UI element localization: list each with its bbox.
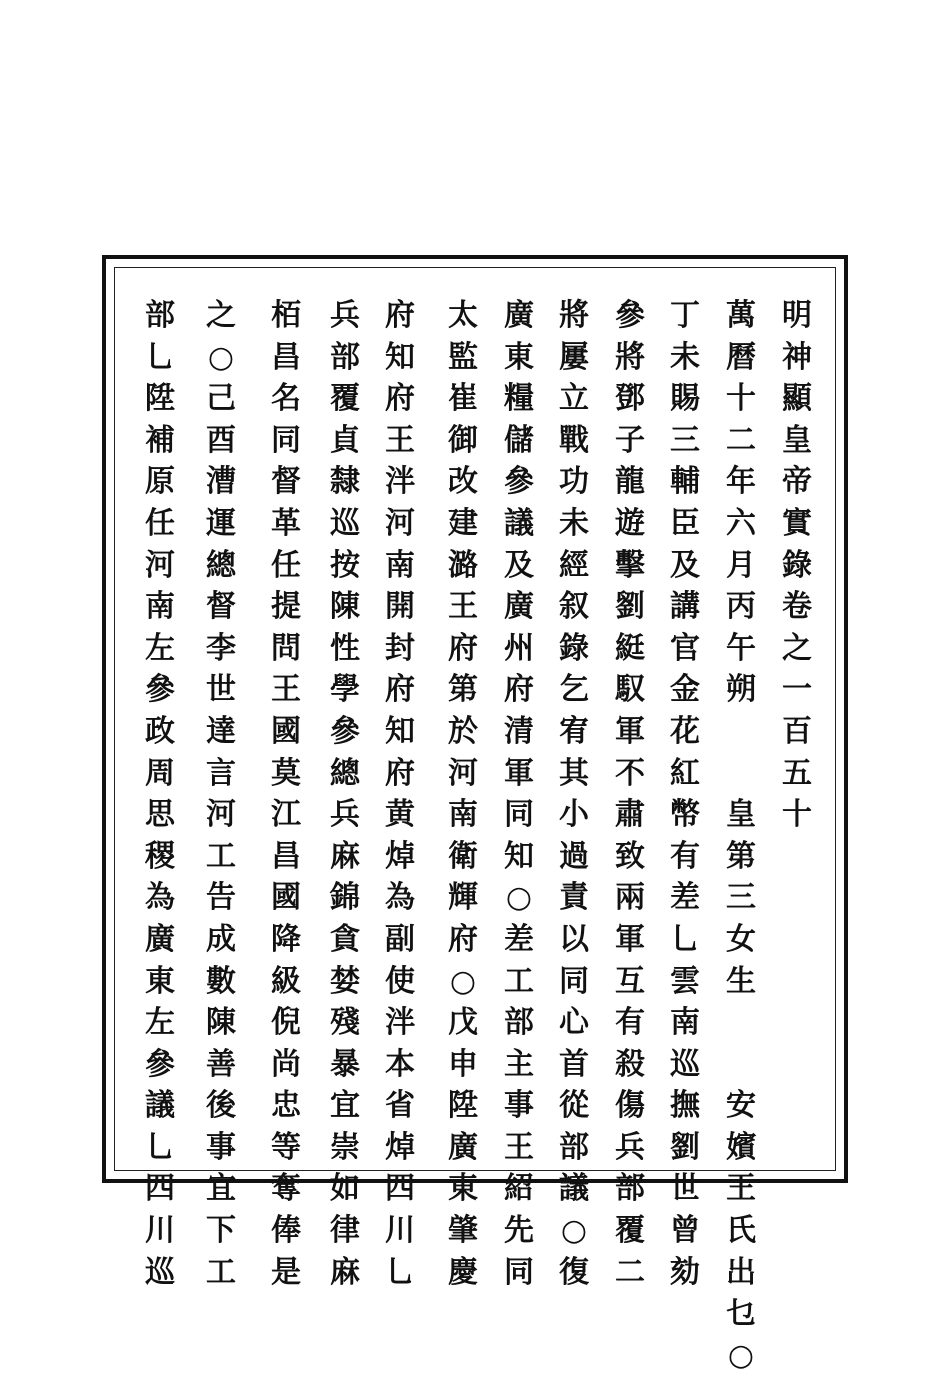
text-column-6: 廣 東 糧 儲 參 議 及 廣 州 府 清 軍 同 知 ○ 差 工 部 主 事 王 紹 先 同	[504, 298, 534, 1290]
text-column-2: 萬 曆 十 二 年 六 月 丙 午 朔 皇 第 三 女 生 安 嬪 王 氏 出 乜 ○	[726, 298, 756, 1373]
text-column-9: 兵 部 覆 貞 隸 巡 按 陳 性 學 參 總 兵 麻 錦 貪 婪 殘 暴 宜 崇 如 律 麻	[330, 298, 360, 1290]
text-column-10: 栢 昌 名 同 督 革 任 提 問 王 國 莫 江 昌 國 降 級 倪 尚 忠 等 奪 俸 是	[271, 298, 301, 1290]
text-column-5: 將 屢 立 戰 功 未 經 叙 錄 乞 宥 其 小 過 責 以 同 心 首 從 部 議 ○ 復	[559, 298, 589, 1290]
text-column-11: 之 ○ 己 酉 漕 運 總 督 李 世 達 言 河 工 告 成 數 陳 善 後 事 宜 下 工	[206, 298, 236, 1290]
text-column-8: 府 知 府 王 泮 河 南 開 封 府 知 府 黄 焯 為 副 使 泮 本 省 焯 四 川 乚	[385, 298, 415, 1290]
text-column-4: 參 將 鄧 子 龍 遊 擊 劉 綎 馭 軍 不 肅 致 兩 軍 互 有 殺 傷 兵 部 覆 二	[615, 298, 645, 1290]
text-column-12: 部 乚 陞 補 原 任 河 南 左 參 政 周 思 稷 為 廣 東 左 參 議 乚 四 川 巡	[145, 298, 175, 1290]
text-column-7: 太 監 崔 御 改 建 潞 王 府 第 於 河 南 衛 輝 府 ○ 戊 申 陞 廣 東 肇 慶	[448, 298, 478, 1290]
text-column-3: 丁 未 賜 三 輔 臣 及 講 官 金 花 紅 幣 有 差 乚 雲 南 巡 撫 劉 世 曾 劾	[670, 298, 700, 1290]
text-column-1: 明 神 顯 皇 帝 實 錄 卷 之 一 百 五 十	[782, 298, 812, 833]
